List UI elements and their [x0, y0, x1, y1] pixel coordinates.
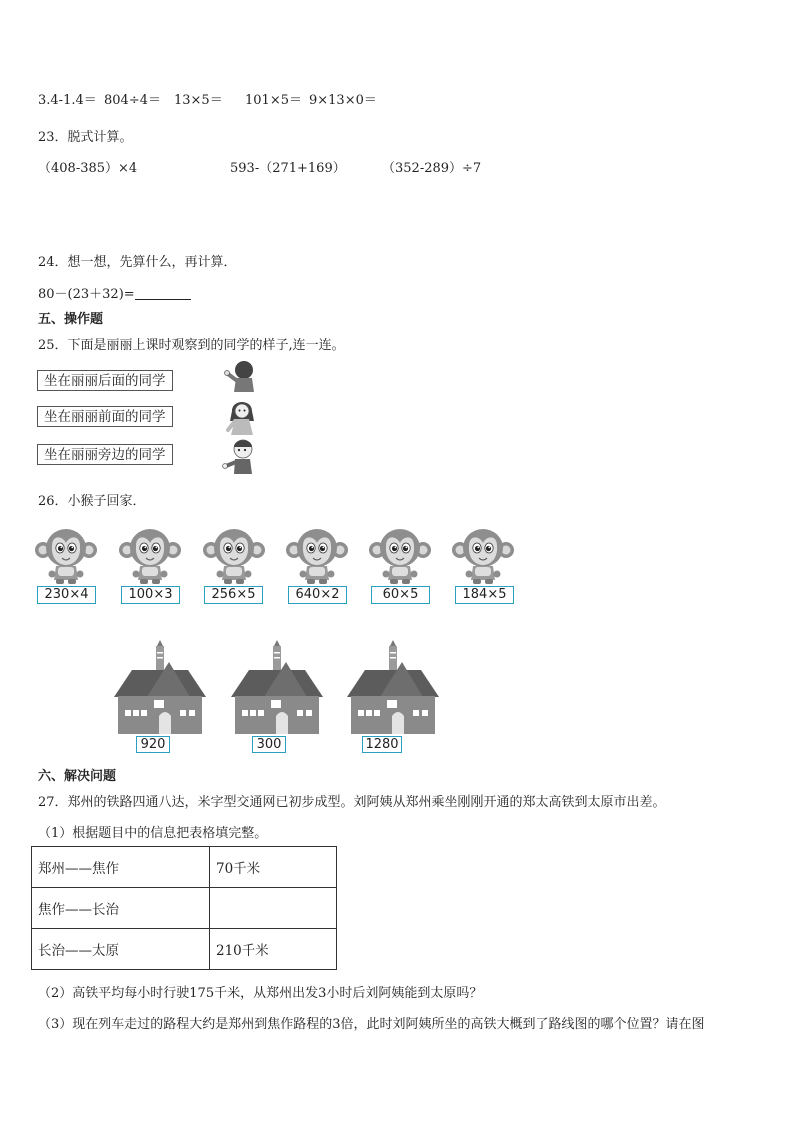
house-card[interactable]: 1280 — [362, 736, 402, 753]
house-icon — [231, 640, 323, 734]
table-row — [32, 929, 337, 970]
answer-blank[interactable] — [135, 286, 191, 300]
monkey-card[interactable]: 60×5 — [371, 586, 430, 604]
q27-sub1: （1）根据题目中的信息把表格填完整。 — [38, 826, 268, 841]
q23-item: （352-289）÷7 — [382, 161, 482, 176]
monkey-icon — [35, 529, 97, 584]
monkey-icon — [119, 529, 181, 584]
student-back-view-image[interactable] — [222, 358, 262, 396]
student-side-view-image[interactable] — [222, 438, 262, 478]
monkey-icon — [452, 529, 514, 584]
q27-sub3: （3）现在列车走过的路程大约是郑州到焦作路程的3倍，此时刘阿姨所坐的高铁大概到了路线图的哪个位置？请在图 — [38, 1017, 705, 1032]
route-cell: 长治——太原 — [32, 929, 210, 970]
distance-table — [31, 846, 337, 970]
section-heading: 六、解决问题 — [38, 769, 117, 784]
distance-cell: 210千米 — [210, 929, 337, 970]
q25-option[interactable]: 坐在丽丽旁边的同学 — [37, 444, 173, 465]
monkey-icon — [203, 529, 265, 584]
q23-title: 23．脱式计算。 — [38, 130, 133, 145]
q25-title: 25．下面是丽丽上课时观察到的同学的样子,连一连。 — [38, 338, 345, 353]
monkey-card[interactable]: 640×2 — [288, 586, 347, 604]
table-row — [32, 847, 337, 888]
monkey-card[interactable]: 256×5 — [204, 586, 263, 604]
q25-option[interactable]: 坐在丽丽前面的同学 — [37, 406, 173, 427]
distance-input-cell[interactable] — [210, 888, 337, 929]
oral-calc-item: 101×5＝ — [245, 93, 302, 108]
q27-sub2: （2）高铁平均每小时行驶175千米，从郑州出发3小时后刘阿姨能到太原吗？ — [38, 986, 483, 1001]
house-icon — [114, 640, 206, 734]
house-icon — [347, 640, 439, 734]
house-card[interactable]: 920 — [136, 736, 170, 753]
q25-option[interactable]: 坐在丽丽后面的同学 — [37, 370, 173, 391]
q24-expr-text: 80－(23＋32)= — [38, 287, 135, 302]
monkey-card[interactable]: 230×4 — [37, 586, 96, 604]
section-heading: 五、操作题 — [38, 312, 104, 327]
q26-title: 26．小猴子回家． — [38, 494, 146, 509]
monkey-card[interactable]: 100×3 — [121, 586, 180, 604]
oral-calc-item: 804÷4＝ — [104, 93, 161, 108]
q27-title: 27．郑州的铁路四通八达，米字型交通网已初步成型。刘阿姨从郑州乘坐刚刚开通的郑太高铁到太原市出差。 — [38, 795, 666, 810]
q24-title: 24．想一想，先算什么，再计算． — [38, 255, 237, 270]
oral-calc-item: 3.4-1.4＝ — [38, 93, 97, 108]
monkey-icon — [369, 529, 431, 584]
distance-cell: 70千米 — [210, 847, 337, 888]
monkey-card[interactable]: 184×5 — [455, 586, 514, 604]
oral-calc-item: 13×5＝ — [174, 93, 223, 108]
monkey-icon — [286, 529, 348, 584]
q23-item: （408-385）×4 — [38, 161, 138, 176]
q23-item: 593-（271+169） — [230, 161, 346, 176]
q24-expression — [38, 283, 191, 302]
route-cell: 郑州——焦作 — [32, 847, 210, 888]
house-card[interactable]: 300 — [252, 736, 286, 753]
oral-calc-item: 9×13×0＝ — [309, 93, 377, 108]
monkeys-row — [0, 515, 560, 585]
student-front-view-image[interactable] — [222, 397, 262, 439]
route-cell: 焦作——长治 — [32, 888, 210, 929]
houses-row — [0, 640, 480, 740]
table-row — [32, 888, 337, 929]
